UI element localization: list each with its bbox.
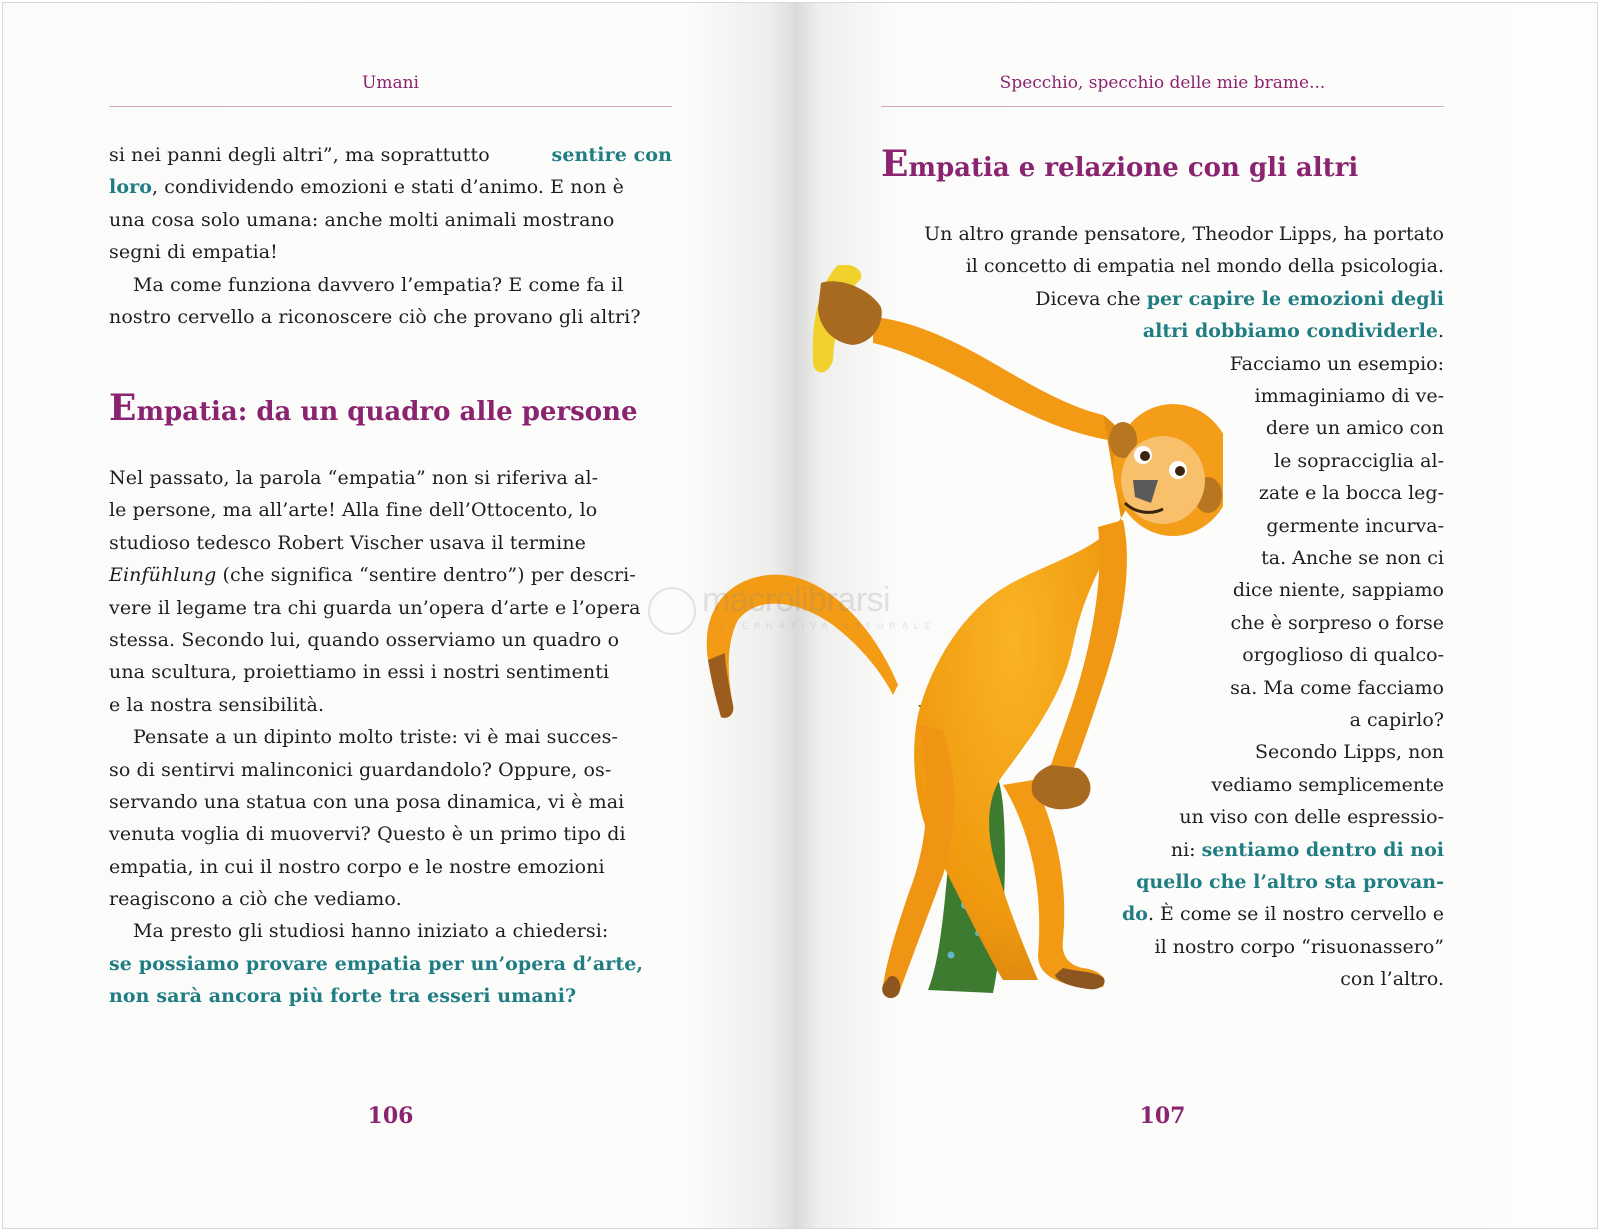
text-line: orgoglioso di qualco- bbox=[1242, 644, 1444, 667]
text-line: do. È come se il nostro cervello e bbox=[1121, 903, 1444, 926]
text-line: si nei panni degli altri”, ma soprattutto sentire con bbox=[109, 144, 672, 166]
header-rule-right bbox=[881, 106, 1444, 107]
text-line: stessa. Secondo lui, quando osserviamo un quadro o bbox=[109, 628, 620, 651]
foot-front bbox=[1055, 968, 1105, 989]
text-line: altri dobbiamo condividerle. bbox=[1142, 320, 1444, 343]
text-line: il nostro corpo “risuonassero” bbox=[1154, 935, 1444, 958]
header-rule-left bbox=[109, 106, 672, 107]
page-number-right: 107 bbox=[1139, 1103, 1186, 1129]
page-number-left: 106 bbox=[367, 1103, 414, 1129]
text-line: Pensate a un dipinto molto triste: vi è mai succes- bbox=[133, 726, 619, 749]
text-line: un viso con delle espressio- bbox=[1179, 806, 1444, 829]
text-line: sa. Ma come facciamo bbox=[1230, 676, 1444, 699]
book-spread bbox=[2, 2, 1598, 1229]
text-line: immaginiamo di ve- bbox=[1254, 385, 1444, 407]
section-heading-left: Empatia: da un quadro alle persone bbox=[109, 387, 638, 429]
monkey-pupil bbox=[1175, 466, 1185, 476]
text-line: che è sorpreso o forse bbox=[1230, 611, 1444, 634]
text-line: empatia, in cui il nostro corpo e le nostre emozioni bbox=[109, 855, 605, 878]
intro-text bbox=[109, 139, 672, 333]
monkey-hand-lower bbox=[1032, 765, 1091, 809]
text-line: e la nostra sensibilità. bbox=[109, 693, 325, 716]
section-heading-right: Empatia e relazione con gli altri bbox=[881, 143, 1359, 185]
running-head-right: Specchio, specchio delle mie brame... bbox=[999, 73, 1326, 93]
text-line: una scultura, proiettiamo in essi i nostri sentimenti bbox=[109, 661, 610, 684]
text-line: vediamo semplicemente bbox=[1211, 773, 1444, 796]
running-head-left: Umani bbox=[362, 73, 419, 93]
monkey-pupil bbox=[1140, 451, 1150, 461]
text-line: quello che l’altro sta provan- bbox=[1136, 871, 1444, 893]
text-line: Nel passato, la parola “empatia” non si riferiva al- bbox=[109, 467, 599, 489]
text-line: le sopracciglia al- bbox=[1274, 449, 1444, 472]
text-line: Secondo Lipps, non bbox=[1255, 741, 1444, 764]
text-line: studioso tedesco Robert Vischer usava il termine bbox=[109, 531, 586, 554]
text-line: le persone, ma all’arte! Alla fine dell’Ottocento, lo bbox=[109, 499, 598, 522]
text-line: Ma presto gli studiosi hanno iniziato a chiedersi: bbox=[133, 920, 609, 943]
section-text bbox=[109, 462, 672, 1013]
text-line: dere un amico con bbox=[1265, 417, 1444, 440]
text-line: con l’altro. bbox=[1340, 968, 1444, 991]
text-line: loro, condividendo emozioni e stati d’animo. E non è bbox=[109, 176, 624, 199]
text-line: a capirlo? bbox=[1349, 709, 1444, 731]
watermark bbox=[648, 581, 968, 641]
text-line: ta. Anche se non ci bbox=[1261, 547, 1444, 569]
text-line: germente incurva- bbox=[1266, 514, 1444, 537]
watermark-text: macrolibrarsi bbox=[702, 581, 891, 619]
text-line: Ma come funziona davvero l’empatia? E come fa il bbox=[133, 273, 624, 296]
text-line: reagiscono a ciò che vediamo. bbox=[109, 888, 402, 911]
text-line: Einfühlung (che significa “sentire dentro”) per descri- bbox=[109, 564, 636, 587]
text-line: servando una statua con una posa dinamica, vi è mai bbox=[109, 790, 625, 813]
text-line: una cosa solo umana: anche molti animali mostrano bbox=[109, 208, 615, 231]
text-line: nostro cervello a riconoscere ciò che provano gli altri? bbox=[109, 305, 641, 328]
text-line: dice niente, sappiamo bbox=[1232, 579, 1444, 602]
text-line: zate e la bocca leg- bbox=[1258, 482, 1444, 505]
text-line: vere il legame tra chi guarda un’opera d’arte e l’opera bbox=[109, 596, 641, 619]
text-line: Facciamo un esempio: bbox=[1229, 352, 1444, 375]
text-line: se possiamo provare empatia per un’opera d’arte, bbox=[109, 952, 644, 975]
watermark-logo-icon bbox=[648, 587, 696, 635]
text-line: Un altro grande pensatore, Theodor Lipps, ha portato bbox=[924, 223, 1444, 245]
text-line: venuta voglia di muovervi? Questo è un primo tipo di bbox=[109, 823, 626, 846]
text-line: segni di empatia! bbox=[109, 241, 278, 264]
text-line: ni: sentiamo dentro di noi bbox=[1170, 838, 1444, 861]
text-line: so di sentirvi malinconici guardandolo? Oppure, os- bbox=[109, 758, 612, 781]
monkey-arm-raised bbox=[873, 317, 1108, 440]
text-line: il concetto di empatia nel mondo della psicologia. bbox=[965, 255, 1444, 278]
text-line: Diceva che per capire le emozioni degli bbox=[1035, 287, 1444, 310]
text-line: non sarà ancora più forte tra esseri umani? bbox=[109, 985, 577, 1008]
foliage-dot bbox=[948, 952, 955, 959]
watermark-subtext: ALTERNATIVA NATURALE bbox=[708, 621, 937, 631]
